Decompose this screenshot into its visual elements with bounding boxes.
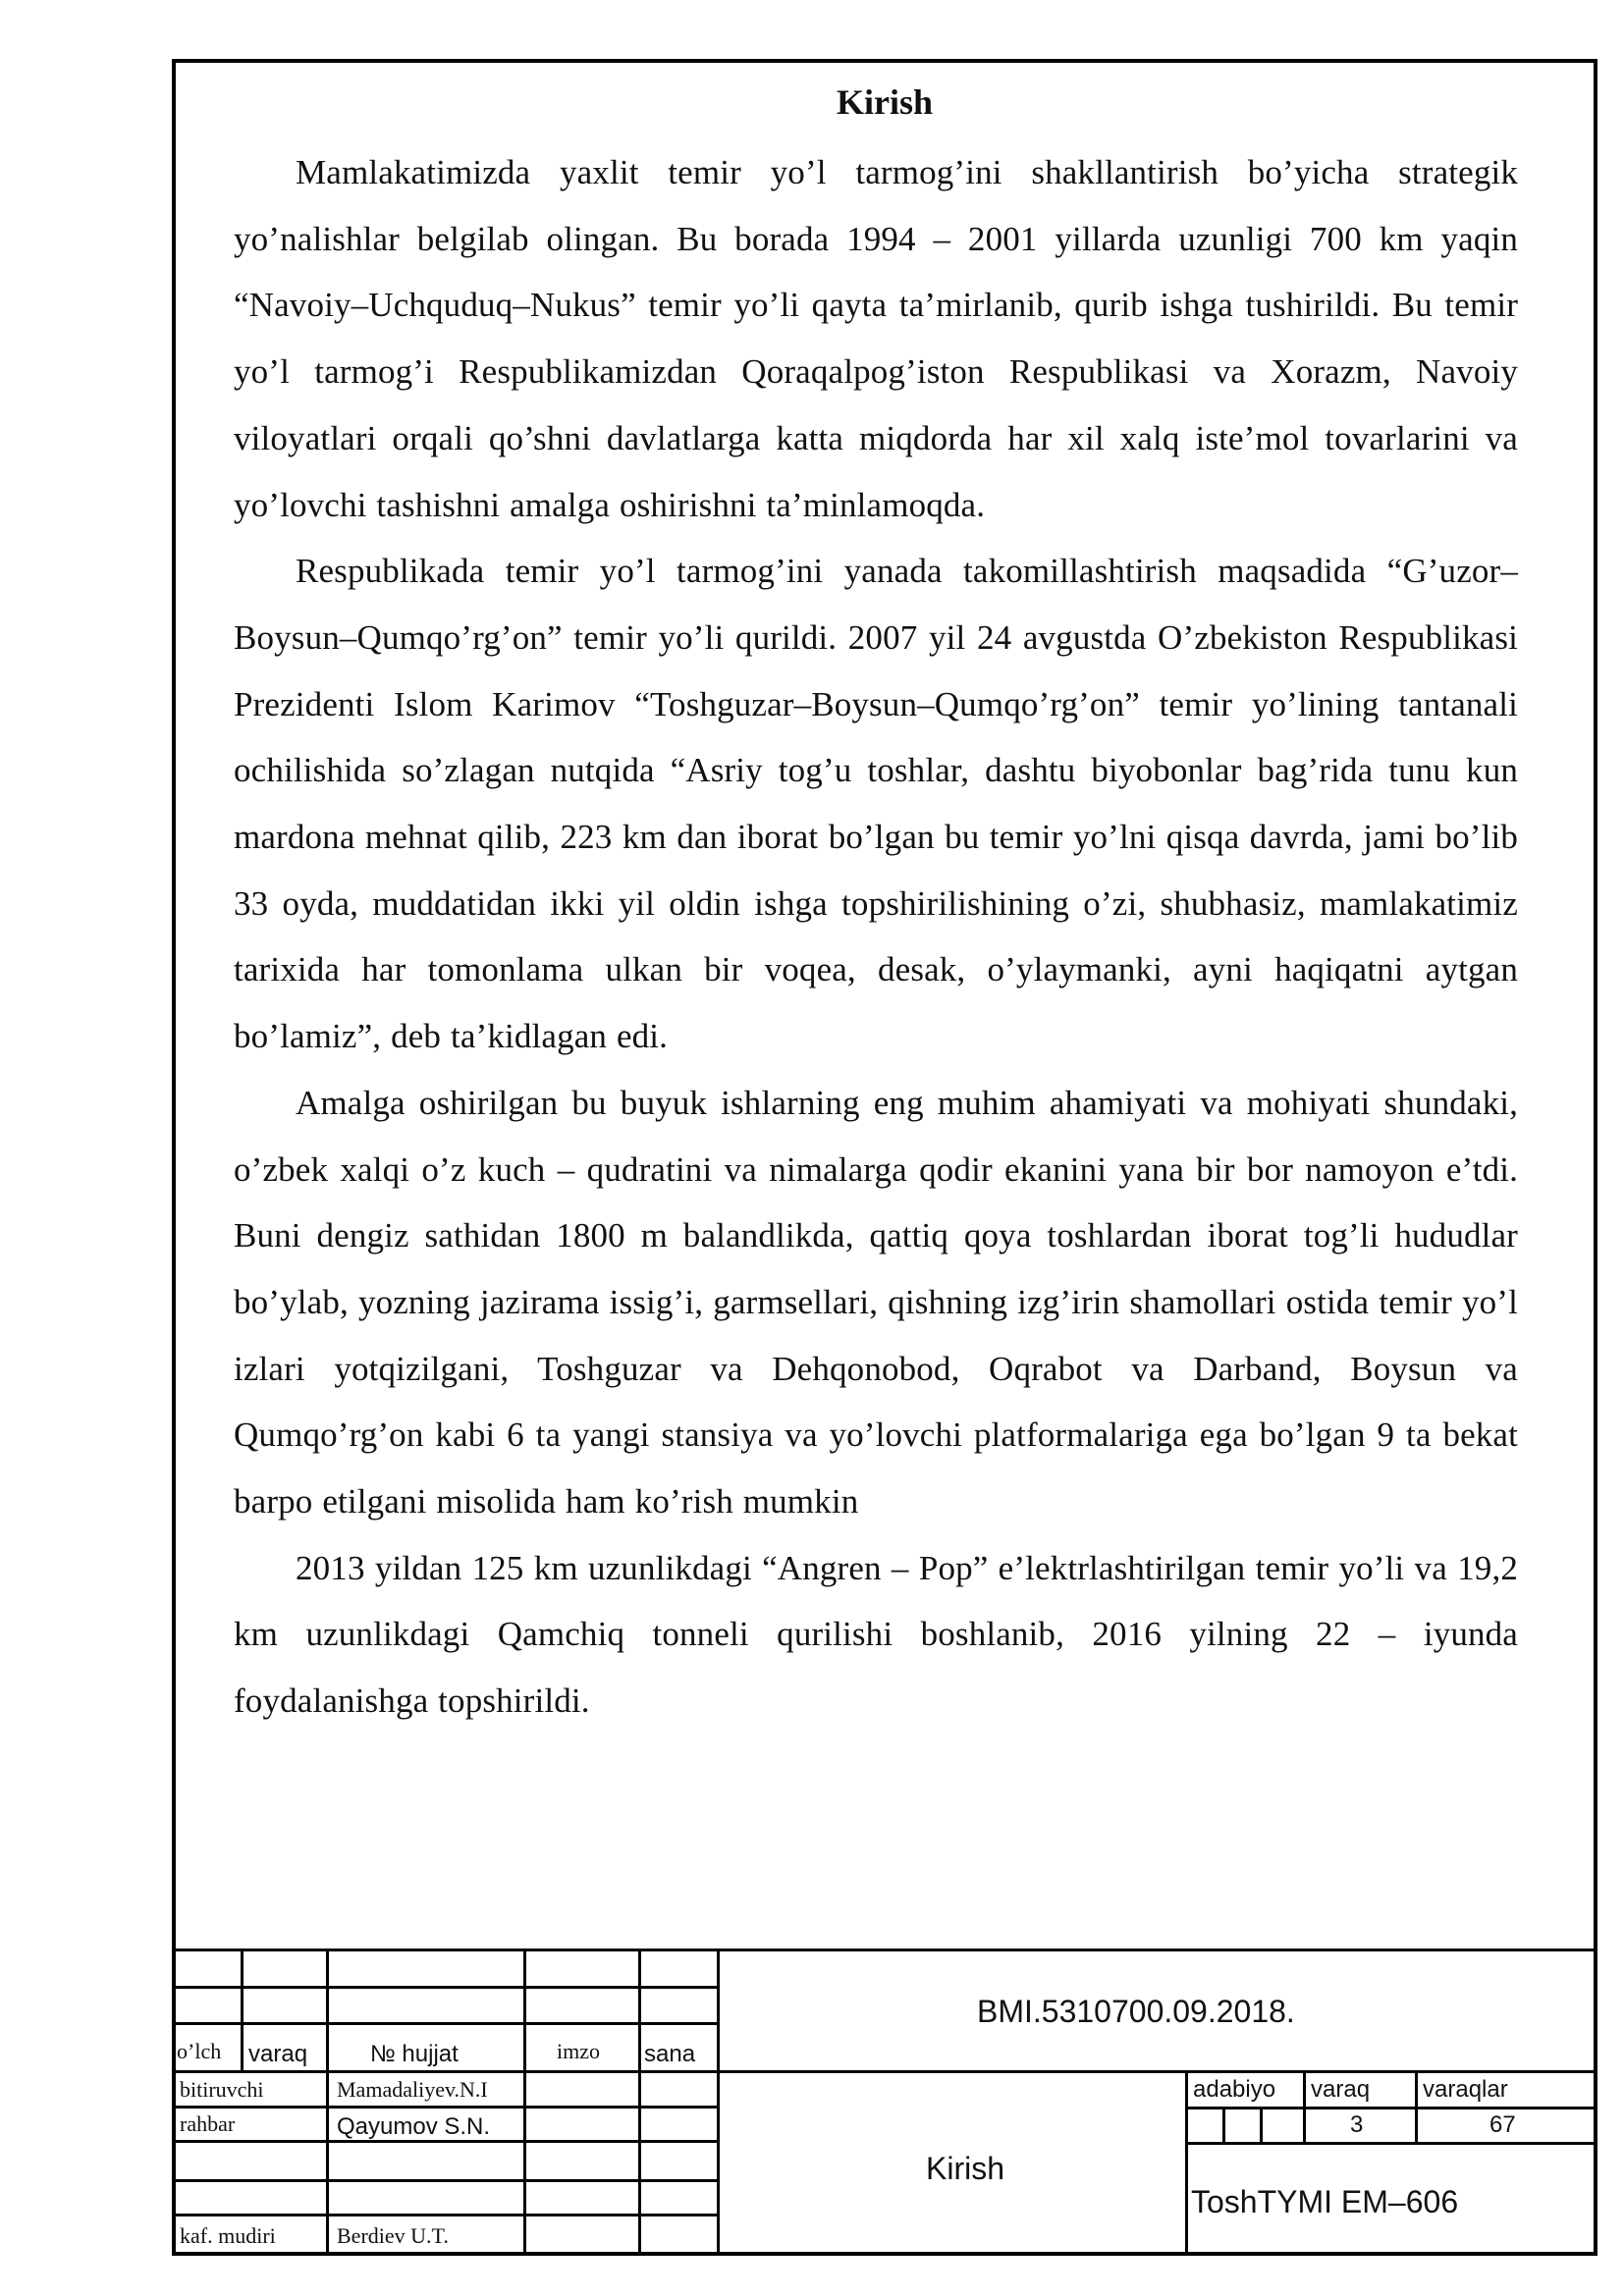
grid-line — [1222, 2107, 1225, 2142]
grid-line — [172, 1986, 717, 1989]
role-department-head: kaf. mudiri — [180, 2223, 276, 2248]
header-sheet: varaq — [248, 2041, 308, 2067]
grid-line — [172, 2214, 717, 2216]
document-body — [234, 139, 1518, 1735]
stage-header: adabiyo — [1193, 2076, 1276, 2103]
title-block-top-border — [172, 1949, 1597, 1951]
grid-line — [1185, 2142, 1597, 2145]
header-date: sana — [644, 2041, 696, 2067]
section-title: Kirish — [926, 2151, 1005, 2186]
role-supervisor: rahbar — [180, 2111, 236, 2136]
grid-line — [717, 1949, 720, 2256]
total-sheets: 67 — [1489, 2111, 1516, 2138]
grid-line — [1415, 2070, 1418, 2142]
header-doc-no: № hujjat — [370, 2041, 459, 2067]
grid-line — [172, 2140, 717, 2143]
paragraph-3: Amalga oshirilgan bu buyuk ishlarning eng muhim ahamiyati va mohiyati shundaki, o’zbek xalqi o’z kuch – qudratini va nimalarga qodir ekanini yana bir bor namoyon e’tdi. Buni dengiz sathidan 1800 m balandlikda, qattiq qoya toshlardan iborat tog’li hududlar bo’ylab, yozning jazirama issig’i, garmsellari, qishning izg’irin shamollari ostida temir yo’l izlari yotqizilgani, Toshguzar va Dehqonobod, Oqrabot va Darband, Boysun va Qumqo’rg’on kabi 6 ta yangi stansiya va yo’lovchi platformalariga ega bo’lgan 9 ta bekat barpo etilgani misolida ham ko’rish mumkin — [234, 1083, 1518, 1522]
grid-line — [1260, 2107, 1263, 2142]
grid-line — [172, 2070, 1597, 2073]
role-graduate: bitiruvchi — [180, 2077, 264, 2102]
title-block — [172, 1949, 1597, 2256]
grid-line — [638, 1949, 641, 2256]
sheet-number: 3 — [1350, 2111, 1364, 2138]
grid-line — [1185, 2107, 1597, 2109]
paragraph-2: Respublikada temir yo’l tarmog’ini yanada takomillashtirish maqsadida “G’uzor–Boysun–Qumqo’rg’on” temir yo’li qurildi. 2007 yil 24 avgustda O’zbekiston Respublikasi Prezidenti Islom Karimov “Toshguzar–Boysun–Qumqo’rg’on” temir yo’lining tantanali ochilishida so’zlagan nutqida “Asriy tog’u toshlar, dashtu biyobonlar bag’rida tunu kun mardona mehnat qilib, 223 km dan iborat bo’lgan bu temir yo’lni qisqa davrda, jami bo’lib 33 oyda, muddatidan ikki yil oldin ishga topshirilishining o’zi, shubhasiz, mamlakatimiz tarixida har tomonlama ulkan bir voqea, desak, o’ylaymanki, ayni haqiqatni aytgan bo’lamiz”, deb ta’kidlagan edi. — [234, 552, 1518, 1056]
grid-line — [172, 2179, 717, 2182]
header-signature: imzo — [557, 2039, 600, 2063]
header-change: o’lch — [177, 2039, 222, 2063]
sheets-header: varaqlar — [1423, 2076, 1508, 2103]
organization-code: ToshTYMI EM–606 — [1191, 2184, 1459, 2219]
document-code: BMI.5310700.09.2018. — [977, 1994, 1295, 2029]
grid-line — [172, 2022, 717, 2025]
grid-line — [523, 1949, 526, 2256]
name-supervisor: Qayumov S.N. — [337, 2113, 491, 2140]
grid-line — [1303, 2070, 1306, 2142]
grid-line — [241, 1949, 244, 2070]
name-graduate: Mamadaliyev.N.I — [337, 2077, 488, 2102]
page-heading: Kirish — [836, 82, 933, 122]
paragraph-1: Mamlakatimizda yaxlit temir yo’l tarmog’ini shakllantirish bo’yicha strategik yo’nalishlar belgilab olingan. Bu borada 1994 – 2001 yillarda uzunligi 700 km yaqin “Navoiy–Uchquduq–Nukus” temir yo’li qayta ta’mirlanib, qurib ishga tushirildi. Bu temir yo’l tarmog’i Respublikamizdan Qoraqalpog’iston Respublikasi va Xorazm, Navoiy viloyatlari orqali qo’shni davlatlarga katta miqdorda har xil xalq iste’mol tovarlarini va yo’lovchi tashishni amalga oshirishni ta’minlamoqda. — [234, 153, 1518, 524]
paragraph-4: 2013 yildan 125 km uzunlikdagi “Angren – Pop” e’lektrlashtirilgan temir yo’li va 19,2 km uzunlikdagi Qamchiq tonneli qurilishi boshlanib, 2016 yilning 22 – iyunda foydalanishga topshirildi. — [234, 1548, 1518, 1721]
grid-line — [172, 2106, 717, 2109]
name-department-head: Berdiev U.T. — [337, 2223, 449, 2248]
sheet-header: varaq — [1311, 2076, 1371, 2103]
grid-line — [326, 1949, 329, 2256]
grid-line — [1185, 2070, 1188, 2256]
